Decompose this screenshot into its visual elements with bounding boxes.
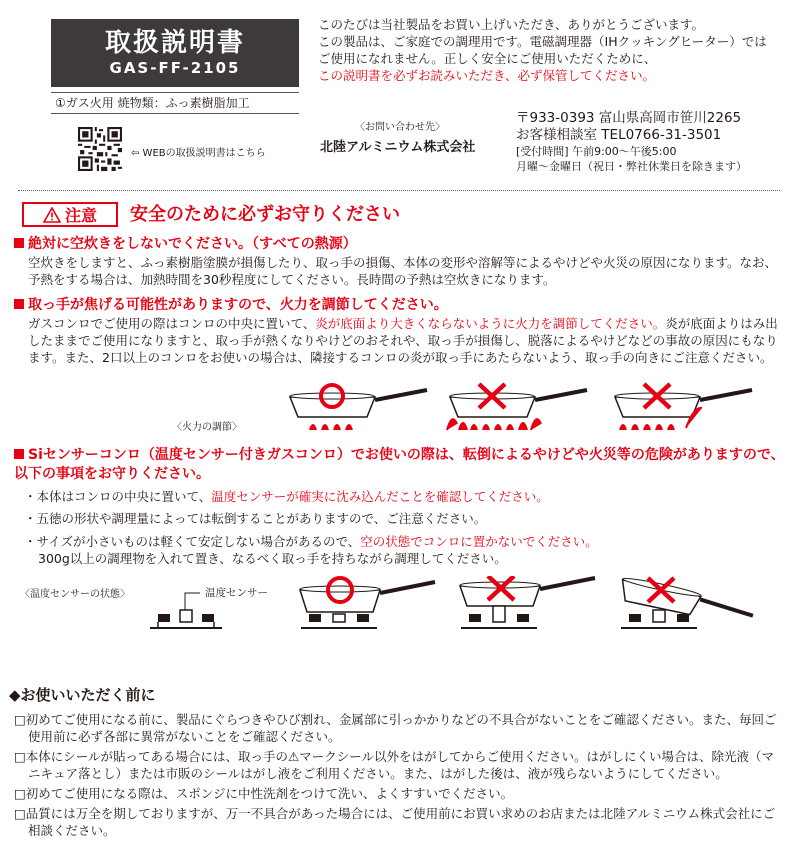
sensor-ng-icon (460, 576, 595, 628)
bullet-1 (24, 486, 786, 508)
sensor-state-label: 〈温度センサーの状態〉 (20, 589, 130, 600)
section-si-sensor (14, 446, 786, 567)
sensor-illustration (150, 576, 770, 636)
square-bullet-icon (14, 299, 24, 309)
product-type: ①ガス火用 焼物類：ふっ素樹脂加工 (51, 92, 299, 114)
check-item-1: □初めてご使用になる前に、製品にぐらつきやひび割れ、金属部に引っかかりなどの不具合がないことをご確認ください。また、毎回ご使用前に必ず各部に異常がないことをご確認ください。 (14, 712, 777, 744)
fire-adjust-illustration (285, 382, 755, 442)
sensor-label: 温度センサー (205, 587, 268, 599)
caution-label: 注意 (64, 206, 97, 225)
s2-body-a: ガスコンロでご使用の際はコンロの中央に置いて、 (28, 316, 316, 331)
sensor-bullets (14, 486, 786, 567)
bullet-3-cont: 300g以上の調理物を入れて置き、なるべく取っ手を持ちながら調理してください。 (38, 551, 507, 566)
bullet-3 (24, 533, 786, 550)
bullet-1-red: 温度センサーが確実に沈み込んだことを確認してください。 (211, 489, 549, 504)
sensor-ok-icon (300, 578, 435, 628)
s3-heading: Siセンサーコンロ（温度センサー付きガスコンロ）でお使いの際は、転倒によるやけどや火災等の危険がありますので、以下の事項をお守りください。 (14, 447, 785, 482)
check-item-3: □初めてご使用になる際は、スポンジに中性洗剤をつけて洗い、よくすすいでください。 (14, 786, 514, 801)
pan-ok-icon (290, 385, 427, 430)
sensor-tilt-ng-icon (618, 576, 755, 628)
bullet-3-red: 空の状態でコンロに置かないでください。 (360, 534, 598, 549)
address: 〒933-0393 富山県高岡市笹川2265 (516, 110, 742, 126)
s2-body (14, 315, 784, 366)
section-no-empty-heating (14, 235, 784, 288)
warning-triangle-icon (43, 207, 61, 223)
square-bullet-icon (14, 449, 24, 459)
bullet-2: ・五徳の形状や調理量によっては転倒することがありますので、ご注意ください。 (24, 511, 487, 526)
s1-body: 空炊きをしますと、ふっ素樹脂塗膜が損傷したり、取っ手の損傷、本体の変形や溶解等によるやけどや火災の原因になります。なお、予熱をする場合は、加熱時間を30秒程度にしてください。長時間の予熱は空炊きになります。 (28, 255, 778, 287)
fire-label: 〈火力の調節〉 (172, 422, 242, 433)
check-item-2: □本体にシールが貼ってある場合には、取っ手の⚠マークシール以外をはがしてからご使用ください。はがしにくい場合は、除光液（マニキュア落とし）または市販のシールはがし液をご利用ください。また、はがした後は、液が残らないようにしてください。 (14, 749, 775, 781)
intro-text (318, 16, 778, 84)
intro-line-2: この製品は、ご家庭での調理用です。電磁調理器（IHクッキングヒーター）ではご使用になれません。正しく安全にご使用いただくために、 (318, 34, 767, 66)
manual-title: 取扱説明書 (104, 28, 245, 58)
intro-line-1: このたびは当社製品をお買い上げいただき、ありがとうございます。 (318, 17, 705, 32)
office-hours: [受付時間] 午前9:00～午後5:00 (516, 145, 677, 158)
s2-body-red: 炎が底面より大きくならないように火力を調節してください。 (315, 316, 666, 331)
caution-title: 安全のために必ずお守りください (130, 204, 400, 225)
bullet-1-a: ・本体はコンロの中央に置いて、 (24, 489, 212, 504)
square-bullet-icon (14, 238, 24, 248)
s1-heading: 絶対に空炊きをしないでください。（すべての熱源） (28, 236, 357, 252)
before-use-title: ◆お使いいただく前に (9, 686, 156, 704)
model-number: GAS-FF-2105 (109, 59, 241, 77)
s2-body-b: 炎が底面よりはみ出したままでご使用になりますと、取っ手が熱くなりやけどのおそれや、取っ手が損傷し、脱落によるやけどなどの事故の原因にもなります。また、2口以上のコンロをお使いの場合は、隣接するコンロの炎が取っ手にあたらないよう、取っ手の向きにご注意ください。 (28, 316, 778, 365)
bullet-3-a: ・サイズが小さいものは軽くて安定しない場合があるので、 (24, 534, 361, 549)
manual-title-block (51, 19, 299, 87)
intro-warning: この説明書を必ずお読みいただき、必ず保管してください。 (318, 68, 656, 83)
stove-sensor-icon (150, 593, 222, 628)
contact-heading: 〈お問い合わせ先〉 (355, 122, 445, 133)
pan-ng-spread-icon (447, 384, 587, 430)
qr-code-icon[interactable] (78, 127, 122, 171)
section-handle-burn (14, 296, 784, 366)
divider (18, 190, 780, 191)
contact-info (516, 110, 747, 174)
web-manual-note: ⇦ WEBの取扱説明書はこちら (131, 148, 266, 159)
before-use-list (14, 711, 786, 839)
pan-ng-handle-icon (615, 384, 752, 430)
s2-heading: 取っ手が焦げる可能性がありますので、火力を調節してください。 (28, 297, 448, 313)
company-name: 北陸アルミニウム株式会社 (320, 140, 476, 155)
caution-badge (22, 202, 118, 227)
phone: お客様相談室 TEL0766-31-3501 (516, 127, 722, 143)
office-days: 月曜～金曜日（祝日・弊社休業日を除きます） (516, 160, 747, 173)
check-item-4: □品質には万全を期しておりますが、万一不具合があった場合には、ご使用前にお買い求めのお店または北陸アルミニウム株式会社にご相談ください。 (14, 806, 776, 838)
